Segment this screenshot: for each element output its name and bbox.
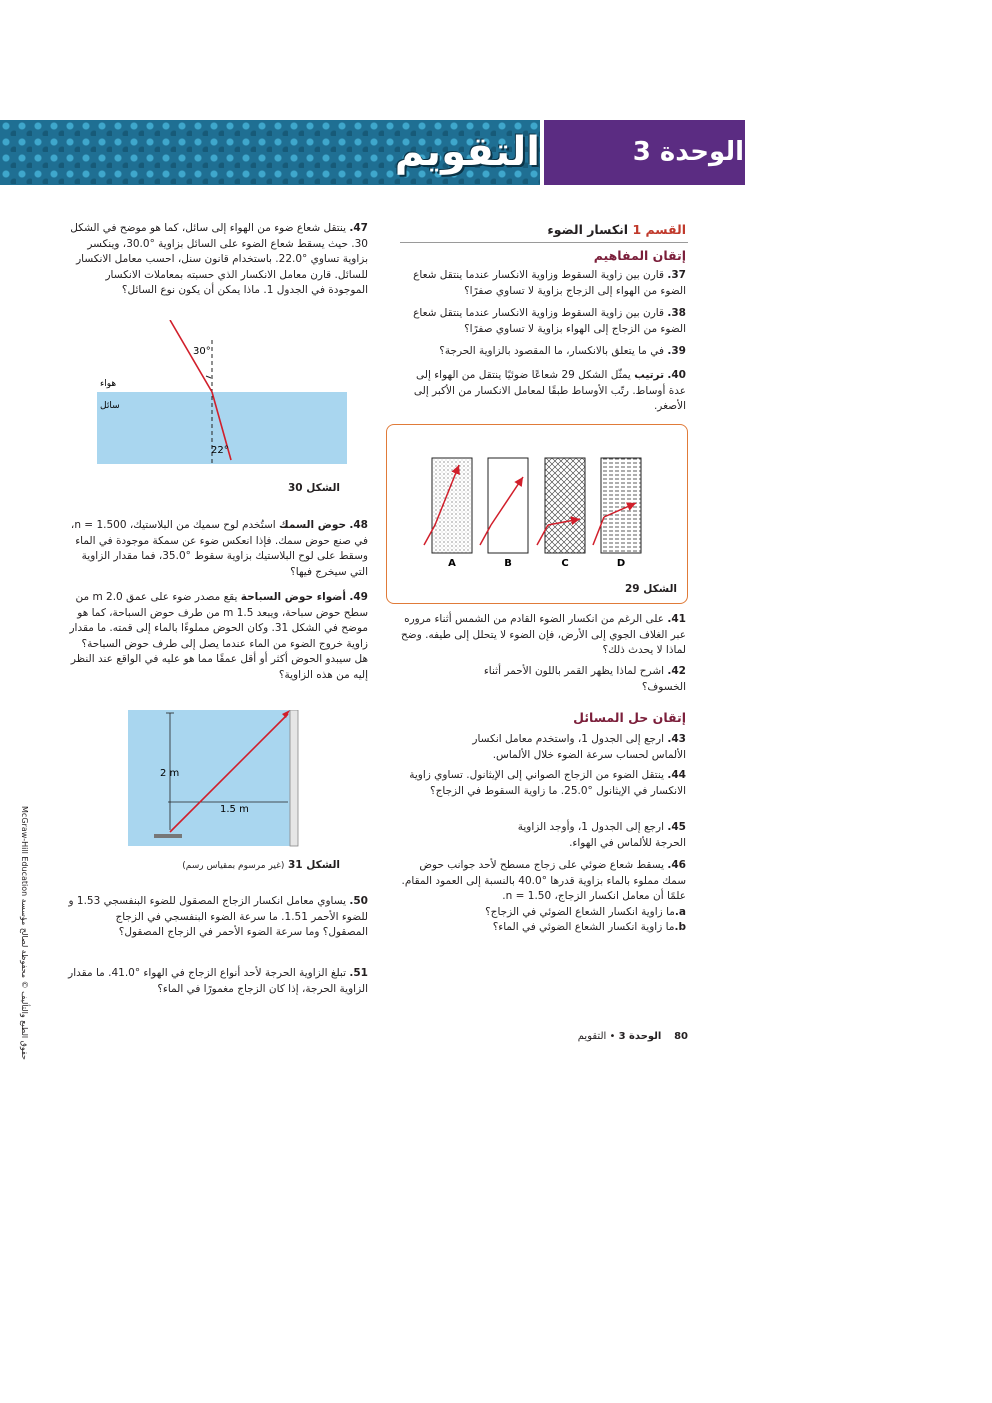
question-text: يمثّل الشكل 29 شعاعًا ضوئيًا ينتقل من الهواء إلى عدة أوساط. رتّب الأوساط طبقًا لمعامل الانكسار من الأكبر إلى الأصغر. — [413, 369, 686, 412]
angle-30-label: 30° — [193, 346, 211, 357]
question-number: 48. — [349, 519, 368, 531]
label-c: C — [561, 558, 569, 569]
question-keyword: ترتيب — [634, 369, 665, 381]
question-text: ينتقل الضوء من الزجاج الصواني إلى الإيثانول. تساوي زاوية الانكسار في الإيثانول °25.0. ما زاوية السقوط في الزجاج؟ — [409, 769, 686, 797]
label-a: A — [448, 558, 456, 569]
question-text: قارن بين زاوية السقوط وزاوية الانكسار عندما ينتقل شعاع الضوء من الزجاج إلى الهواء بزاوية لا تساوي صفرًا؟ — [413, 307, 686, 335]
question-number: 49. — [349, 591, 368, 603]
question-49 — [68, 590, 368, 683]
question-number: 41. — [667, 613, 686, 625]
page-footer — [578, 1031, 688, 1042]
light-source — [154, 834, 182, 838]
question-number: 45. — [667, 821, 686, 833]
side-credit: حقوق الطبع والتأليف © محفوظة لصالح مؤسسة McGraw-Hill Education — [20, 806, 29, 1060]
air-label: هواء — [100, 379, 117, 389]
section-title: انكسار الضوء — [547, 222, 629, 237]
figure-29-diagram — [387, 425, 686, 602]
mastery-concepts-heading: إتقان المفاهيم — [593, 248, 686, 263]
medium-b — [488, 458, 528, 553]
question-number: 37. — [667, 269, 686, 281]
question-39 — [396, 344, 686, 360]
page-number: 80 — [674, 1031, 688, 1042]
medium-c — [545, 458, 585, 553]
section-heading — [547, 222, 686, 237]
question-number: 46. — [667, 859, 686, 871]
question-number: 42. — [667, 665, 686, 677]
figure-31-note: (غير مرسوم بمقياس رسم) — [182, 861, 285, 871]
question-number: 44. — [667, 769, 686, 781]
question-46-part-b — [396, 920, 686, 936]
question-number: 40. — [667, 369, 686, 381]
question-37 — [396, 268, 686, 299]
question-42 — [466, 664, 686, 695]
depth-label: 2 m — [160, 768, 180, 779]
question-number: 38. — [667, 307, 686, 319]
part-text: ما زاوية انكسار الشعاع الضوئي في الماء؟ — [492, 921, 675, 933]
section-number: القسم 1 — [632, 222, 686, 237]
part-text: ما زاوية انكسار الشعاع الضوئي في الزجاج؟ — [485, 905, 675, 918]
medium-d — [601, 458, 641, 553]
question-text: ارجع إلى الجدول 1، وأوجد الزاوية الحرجة للألماس في الهواء. — [517, 821, 686, 849]
question-number: 47. — [349, 222, 368, 234]
figure-31-caption — [182, 859, 340, 871]
question-46 — [396, 858, 686, 936]
angle-22-label: 22° — [211, 445, 229, 456]
pool-wall — [290, 710, 298, 846]
question-41 — [396, 612, 686, 659]
figure-31-caption-text: الشكل 31 — [288, 859, 340, 871]
question-40 — [396, 368, 686, 415]
label-b: B — [504, 558, 512, 569]
question-number: 51. — [349, 967, 368, 979]
question-number: 43. — [667, 733, 686, 745]
question-50 — [68, 894, 368, 941]
question-38 — [396, 306, 686, 337]
question-51 — [68, 966, 368, 997]
question-text: في ما يتعلق بالانكسار، ما المقصود بالزاوية الحرجة؟ — [439, 345, 665, 357]
part-label: a. — [674, 905, 686, 918]
question-text: يقع مصدر ضوء على عمق 2.0 m من سطح حوض سباحة، ويبعد 1.5 m من طرف حوض السباحة، كما هو موضح في الشكل 31. وكان الحوض مملوءًا بالماء إلى قمته. ما مقدار زاوية خروج الضوء من الماء عندما يصل إلى طرف حوض السباحة؟ هل سيبدو الحوض أكثر أو أقل عمقًا مما هو عليه في الواقع عند النظر إليه من هذه الزاوية؟ — [69, 591, 368, 681]
figure-31-diagram — [128, 710, 308, 850]
question-text: استُخدم لوح سميك من البلاستيك، n = 1.500، في صنع حوض سمك. فإذا انعكس ضوء عن سمكة موجودة في الماء وسقط على لوح البلاستيك بزاوية سقوط °35.0، فما مقدار الزاوية التي سيخرج فيها؟ — [70, 519, 368, 578]
question-keyword: حوض السمك — [279, 519, 347, 531]
mastery-problems-heading: إتقان حل المسائل — [573, 710, 686, 725]
question-text: يساوي معامل انكسار الزجاج المصقول للضوء البنفسجي 1.53 و للضوء الأحمر 1.51. ما سرعة الضوء البنفسجي في الزجاج المصقول؟ وما سرعة الضوء الأحمر في الزجاج المصقول؟ — [68, 895, 368, 938]
part-label: b. — [674, 921, 686, 933]
question-number: 39. — [667, 345, 686, 357]
question-44 — [390, 768, 686, 799]
label-d: D — [616, 558, 626, 569]
question-48 — [68, 518, 368, 580]
question-text: يسقط شعاع ضوئي على زجاج مسطح لأحد جوانب حوض سمك مملوء بالماء بزاوية قدرها °40.0 بالنسبة إلى العمود المقام. علمًا أن معامل انكسار الزجاج، n = 1.50. — [401, 859, 686, 902]
footer-title: التقويم — [577, 1031, 607, 1042]
figure-30-diagram — [90, 320, 360, 470]
liquid-label: سائل — [100, 401, 120, 411]
question-47 — [68, 221, 368, 299]
page-title: التقويم — [394, 129, 540, 175]
question-45 — [486, 820, 686, 851]
figure-29-frame — [386, 424, 688, 604]
medium-a — [432, 458, 472, 553]
question-text: تبلغ الزاوية الحرجة لأحد أنواع الزجاج في الهواء °41.0. ما مقدار الزاوية الحرجة، إذا كان الزجاج مغمورًا في الماء؟ — [68, 967, 368, 995]
question-text: ينتقل شعاع ضوء من الهواء إلى سائل، كما هو موضح في الشكل 30. حيث يسقط شعاع الضوء على السائل بزاوية °30.0، وينكسر بزاوية تساوي °22.0. باستخدام قانون سنل، احسب معامل الانكسار للسائل. قارن معامل الانكسار الذي حسبته بمعاملات الانكسار الموجودة في الجدول 1. ماذا يمكن أن يكون نوع السائل؟ — [70, 222, 368, 296]
question-46-part-a — [396, 905, 686, 921]
figure-30-caption: الشكل 30 — [288, 482, 340, 494]
question-text: اشرح لماذا يظهر القمر باللون الأحمر أثناء الخسوف؟ — [483, 665, 686, 693]
question-text: على الرغم من انكسار الضوء القادم من الشمس أثناء مروره عبر الغلاف الجوي إلى الأرض، فإن الضوء لا يتحلل إلى طيفه. وضح لماذا لا يحدث ذلك؟ — [401, 613, 686, 656]
distance-label: 1.5 m — [220, 804, 249, 815]
question-43 — [466, 732, 686, 763]
question-text: قارن بين زاوية السقوط وزاوية الانكسار عندما ينتقل شعاع الضوء من الهواء إلى الزجاج بزاوية لا تساوي صفرًا؟ — [413, 269, 686, 297]
section-rule — [400, 242, 688, 243]
question-text: ارجع إلى الجدول 1، واستخدم معامل انكسار الألماس لحساب سرعة الضوء خلال الألماس. — [472, 733, 686, 761]
figure-29-caption: الشكل 29 — [625, 583, 677, 595]
unit-label: الوحدة 3 — [632, 137, 744, 167]
footer-bullet: • — [609, 1031, 616, 1042]
question-number: 50. — [349, 895, 368, 907]
footer-unit: الوحدة 3 — [618, 1031, 662, 1042]
question-keyword: أضواء حوض السباحة — [240, 591, 347, 603]
